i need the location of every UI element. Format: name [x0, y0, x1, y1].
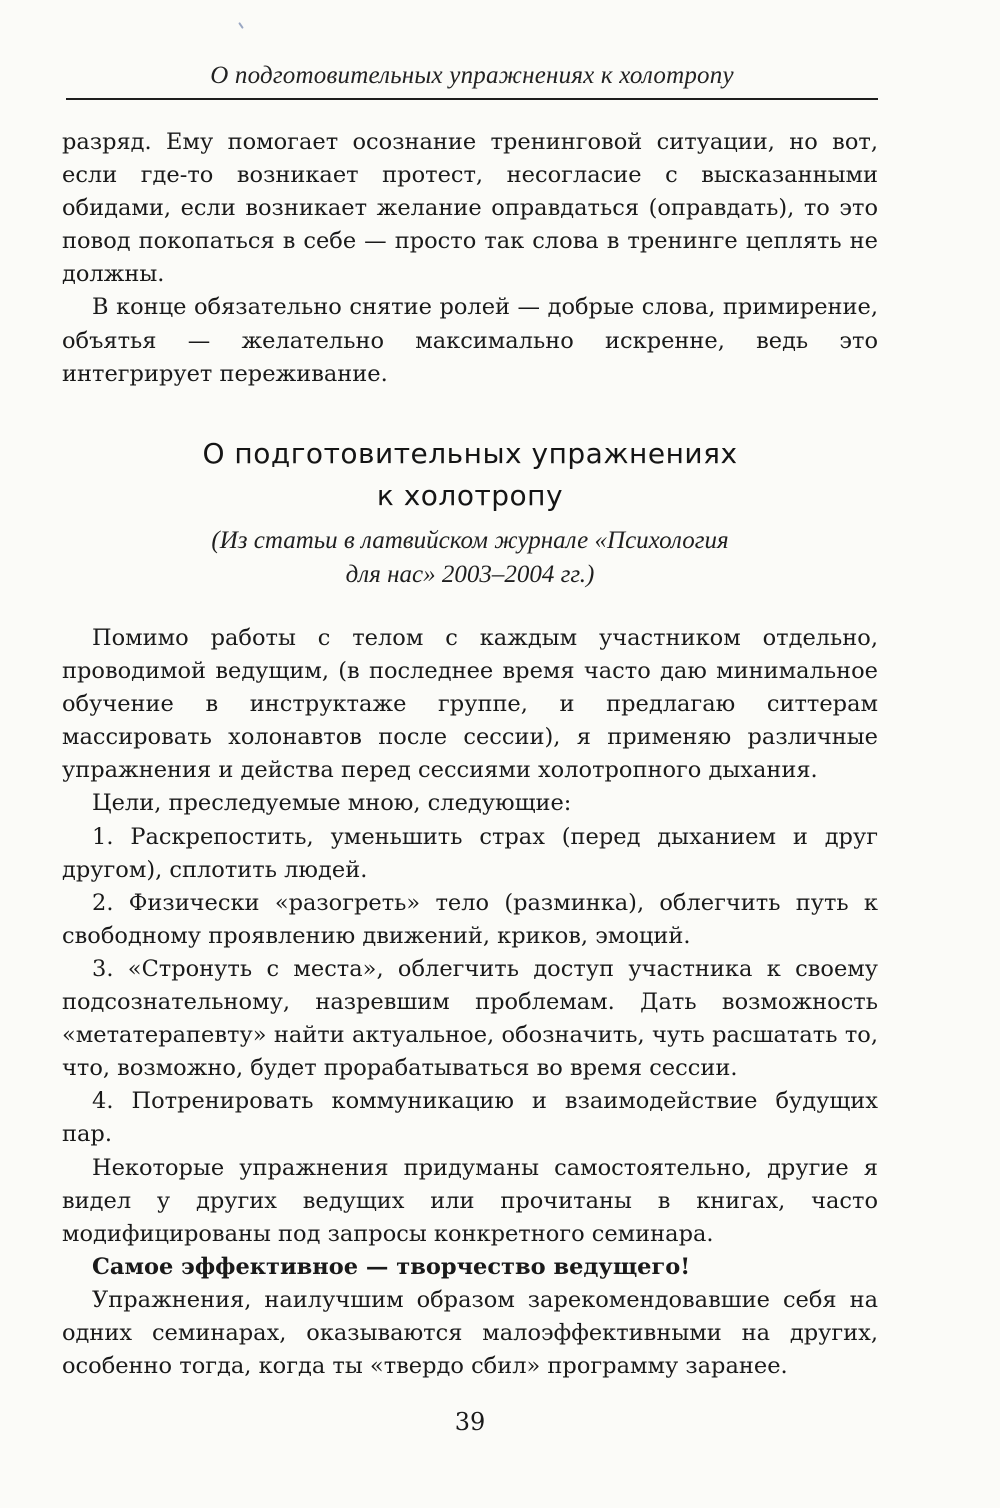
paragraph: Помимо работы с телом с каждым участником отдельно, проводимой ведущим, (в последнее время часто даю минимальное обучение в инструктаже группе, и предлагаю ситтерам массировать холонавтов после сессии), я применяю различные упражнения и действа перед сессиями холотропного дыхания.	[62, 625, 878, 784]
list-item: 1. Раскрепостить, уменьшить страх (перед дыханием и друг другом), сплотить людей.	[62, 823, 878, 883]
paragraph: Цели, преследуемые мною, следующие:	[92, 790, 572, 817]
section-subtitle-line: (Из статьи в латвийском журнале «Психология	[211, 527, 729, 554]
main-text-block	[62, 622, 878, 1383]
list-item: 4. Потренировать коммуникацию и взаимодействие будущих пар.	[62, 1088, 878, 1148]
section-subtitle	[62, 524, 878, 592]
page-number: 39	[454, 1408, 486, 1436]
paragraph: Упражнения, наилучшим образом зарекомендовавшие себя на одних семинарах, оказываются малоэффективными на других, особенно тогда, когда ты «твердо сбил» программу заранее.	[62, 1286, 878, 1380]
list-item: 3. «Стронуть с места», облегчить доступ участника к своему подсознательному, назревшим проблемам. Дать возможность «метатерапевту» найти актуальное, обозначить, чуть расшатать то, что, возможно, будет прорабатываться во время сессии.	[62, 955, 878, 1082]
paragraph: Некоторые упражнения придуманы самостоятельно, другие я видел у других ведущих или прочитаны в книгах, часто модифицированы под запросы конкретного семинара.	[62, 1154, 878, 1247]
running-header: О подготовительных упражнениях к холотропу	[210, 62, 734, 89]
section-title	[62, 433, 878, 517]
paragraph: В конце обязательно снятие ролей — добрые слова, примирение, объятья — желательно максимально искренне, ведь это интегрирует переживание.	[62, 294, 878, 387]
top-text-block	[62, 126, 878, 391]
section-title-line: О подготовительных упражнениях	[202, 437, 738, 470]
ink-speck	[238, 22, 244, 29]
list-item: 2. Физически «разогреть» тело (разминка), облегчить путь к свободному проявлению движений, криков, эмоций.	[62, 889, 878, 949]
header-rule	[66, 98, 878, 100]
paragraph: разряд. Ему помогает осознание тренинговой ситуации, но вот, если где-то возникает протест, несогласие с высказанными обидами, если возникает желание оправдаться (оправдать), то это повод покопаться в себе — просто так слова в тренинге цеплять не должны.	[62, 129, 878, 288]
section-subtitle-line: для нас» 2003–2004 гг.)	[345, 561, 595, 588]
emphasis-paragraph: Самое эффективное — творчество ведущего!	[92, 1253, 691, 1280]
section-title-line: к холотропу	[376, 479, 564, 512]
